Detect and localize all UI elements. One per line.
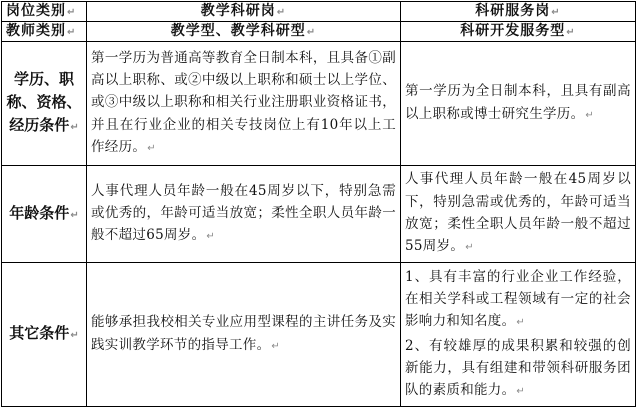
cell-end-mark: ↵: [67, 26, 77, 38]
cell-end-mark: ↵: [585, 109, 595, 121]
education-teaching-text: 第一学历为普通高等教育全日制本科，且具备①副高以上职称、或②中级以上职称和硕士以上学位、或③中级以上职称和相关行业注册职业资格证书，并且在行业企业的相关专技岗位上有10年以上工作经历。: [91, 49, 396, 155]
cell-end-mark: ↵: [566, 26, 576, 38]
age-teaching-text: 人事代理人员年龄一般在45周岁以下，特别急需或优秀的，年龄可适当放宽；柔性全职人员年龄一般不超过65周岁。: [91, 182, 396, 244]
row-label-education-cell: [2, 42, 87, 166]
cell-end-mark: ↵: [516, 386, 526, 398]
header-research-service-cell: [401, 2, 636, 22]
table-row-other-conditions: [2, 263, 636, 407]
header-row-teacher-category: [2, 22, 636, 42]
header-position-category: 岗位类别: [6, 2, 66, 19]
header-research-service: 科研服务岗: [475, 2, 551, 19]
cell-end-mark: ↵: [306, 26, 317, 38]
education-teaching-cell: [87, 42, 401, 166]
table-row-education-conditions: [2, 42, 636, 166]
age-research-cell: [401, 166, 636, 263]
cell-end-mark: ↵: [276, 6, 287, 18]
row-label-other: 其它条件: [9, 324, 70, 342]
header-teaching-type: 教学型、教学科研型: [170, 22, 306, 39]
cell-end-mark: ↵: [271, 340, 281, 352]
paragraph-mark: ↵: [516, 317, 526, 329]
age-teaching-cell: [87, 166, 401, 263]
header-research-type: 科研开发服务型: [460, 22, 566, 39]
other-research-item-2-text: 2、有较雄厚的成果积累和较强的创新能力，具有组建和带领科研服务团队的素质和能力。: [405, 337, 631, 399]
row-label-age: 年龄条件: [9, 203, 70, 222]
education-research-cell: [401, 42, 636, 166]
age-research-text: 人事代理人员年龄一般在45周岁以下，特别急需或优秀的，年龄可适当放宽；柔性全职人员年龄一般不超过55周岁。: [405, 171, 631, 255]
header-teaching-research-cell: [87, 2, 401, 22]
other-teaching-cell: [87, 263, 401, 407]
row-label-age-cell: [2, 166, 87, 263]
header-teaching-type-cell: [87, 22, 401, 42]
other-research-item-1-text: 1、具有丰富的行业企业工作经验，在相关学科或工程领域有一定的社会影响力和知名度。: [405, 268, 631, 330]
header-research-type-cell: [401, 22, 636, 42]
row-label-other-cell: [2, 263, 87, 407]
header-position-category-cell: [2, 2, 87, 22]
header-row-position-category: [2, 2, 636, 22]
row-label-education: 学历、职称、资格、经历条件: [6, 70, 82, 134]
education-research-text: 第一学历为全日制本科，且具有副高以上职称或博士研究生学历。: [405, 83, 631, 122]
header-teaching-research: 教学科研岗: [200, 2, 276, 19]
table-row-age-conditions: [2, 166, 636, 263]
cell-end-mark: ↵: [206, 231, 216, 243]
cell-end-mark: ↵: [70, 209, 79, 221]
cell-end-mark: ↵: [551, 6, 561, 18]
recruitment-conditions-table-container: [1, 1, 635, 406]
header-teacher-category-cell: [2, 22, 87, 42]
recruitment-conditions-table: [1, 1, 636, 407]
cell-end-mark: ↵: [67, 6, 77, 18]
other-teaching-text: 能够承担我校相关专业应用型课程的主讲任务及实践实训教学环节的指导工作。: [91, 314, 396, 353]
cell-end-mark: ↵: [70, 122, 79, 133]
cell-end-mark: ↵: [70, 330, 79, 341]
header-teacher-category: 教师类别: [6, 22, 66, 39]
other-research-item-2: [405, 335, 631, 404]
other-research-item-1: [405, 266, 631, 335]
cell-end-mark: ↵: [147, 142, 156, 154]
other-research-cell: [401, 263, 636, 407]
cell-end-mark: ↵: [465, 242, 474, 254]
